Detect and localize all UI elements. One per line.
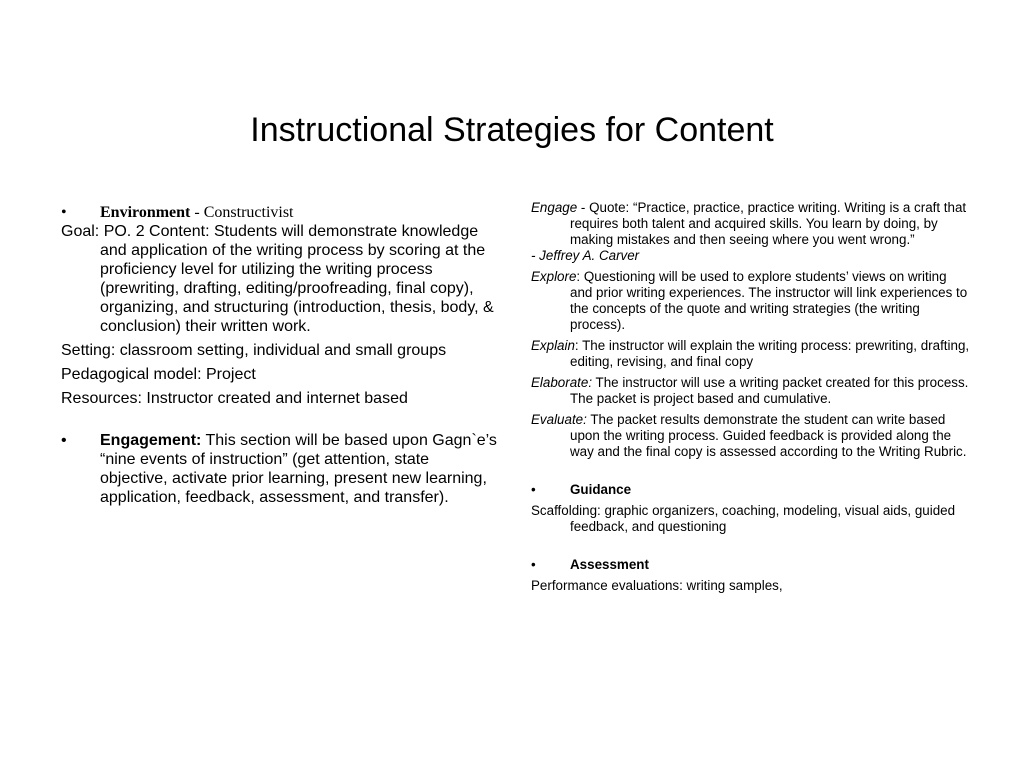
elaborate-label: Elaborate: [531,375,593,390]
engage-separator: - [577,200,590,215]
evaluate-item [531,412,971,460]
goal-text: Goal: PO. 2 Content: Students will demonstrate knowledge and application of the writing process by scoring at the proficiency level for utilizing the writing process (prewriting, drafting, editing/proofreading, final copy), organizing, and structuring (introduction, thesis, body, & conclusion) their written work. [61,223,494,335]
scaffolding-text: Scaffolding: graphic organizers, coaching, modeling, visual aids, guided feedback, and questioning [531,503,956,534]
explain-item [531,338,971,370]
elaborate-item [531,375,971,407]
setting-text: Setting: classroom setting, individual and small groups [61,342,447,359]
engagement-label: Engagement: [100,432,202,449]
explain-label: Explain [531,338,575,353]
pedagogical-model-text: Pedagogical model: Project [61,366,256,383]
engage-label: Engage [531,200,578,215]
engagement-bullet-item [61,431,501,507]
bullet-icon: • [61,204,67,221]
engagement-line [100,431,501,507]
performance-text: Performance evaluations: writing samples, [531,578,783,593]
explore-label: Explore [531,269,577,284]
engage-quote: Quote: “Practice, practice, practice writing. Writing is a craft that requires both talent and acquired skills. You learn by doing, by making mistakes and then seeing where you went wrong.” [570,200,967,247]
bullet-icon: • [531,482,536,497]
explain-text: : The instructor will explain the writing process: prewriting, drafting, editing, revising, and final copy [570,338,970,369]
assessment-heading: Assessment [570,557,649,572]
environment-bullet-item [61,203,501,222]
evaluate-label: Evaluate: [531,412,587,427]
environment-label: Environment [100,204,191,221]
evaluate-text: The packet results demonstrate the student can write based upon the writing process. Guided feedback is provided along the way and the final copy is assessed according to the Writing Rubric. [570,412,967,459]
guidance-heading: Guidance [570,482,632,497]
bullet-icon: • [531,557,536,572]
elaborate-text: The instructor will use a writing packet created for this process. The packet is project based and cumulative. [570,375,969,406]
bullet-icon: • [61,432,67,449]
explore-item [531,269,971,333]
slide-title: Instructional Strategies for Content [250,111,774,149]
explore-text: : Questioning will be used to explore students’ views on writing and prior writing experiences. The instructor will link experiences to the concepts of the quote and writing strategies (the writing process). [570,269,968,332]
right-column [531,200,971,594]
environment-line [100,203,501,222]
resources-text: Resources: Instructor created and internet based [61,390,408,407]
engagement-text: This section will be based upon Gagn`e’s “nine events of instruction” (get attention, state objective, activate prior learning, present new learning, application, feedback, assessment, and transfer). [100,432,497,506]
assessment-bullet-item [531,557,971,573]
left-column [61,203,501,507]
quote-author: - Jeffrey A. Carver [531,248,640,263]
environment-value: - Constructivist [190,204,294,221]
guidance-bullet-item [531,482,971,498]
engage-item [531,200,971,264]
